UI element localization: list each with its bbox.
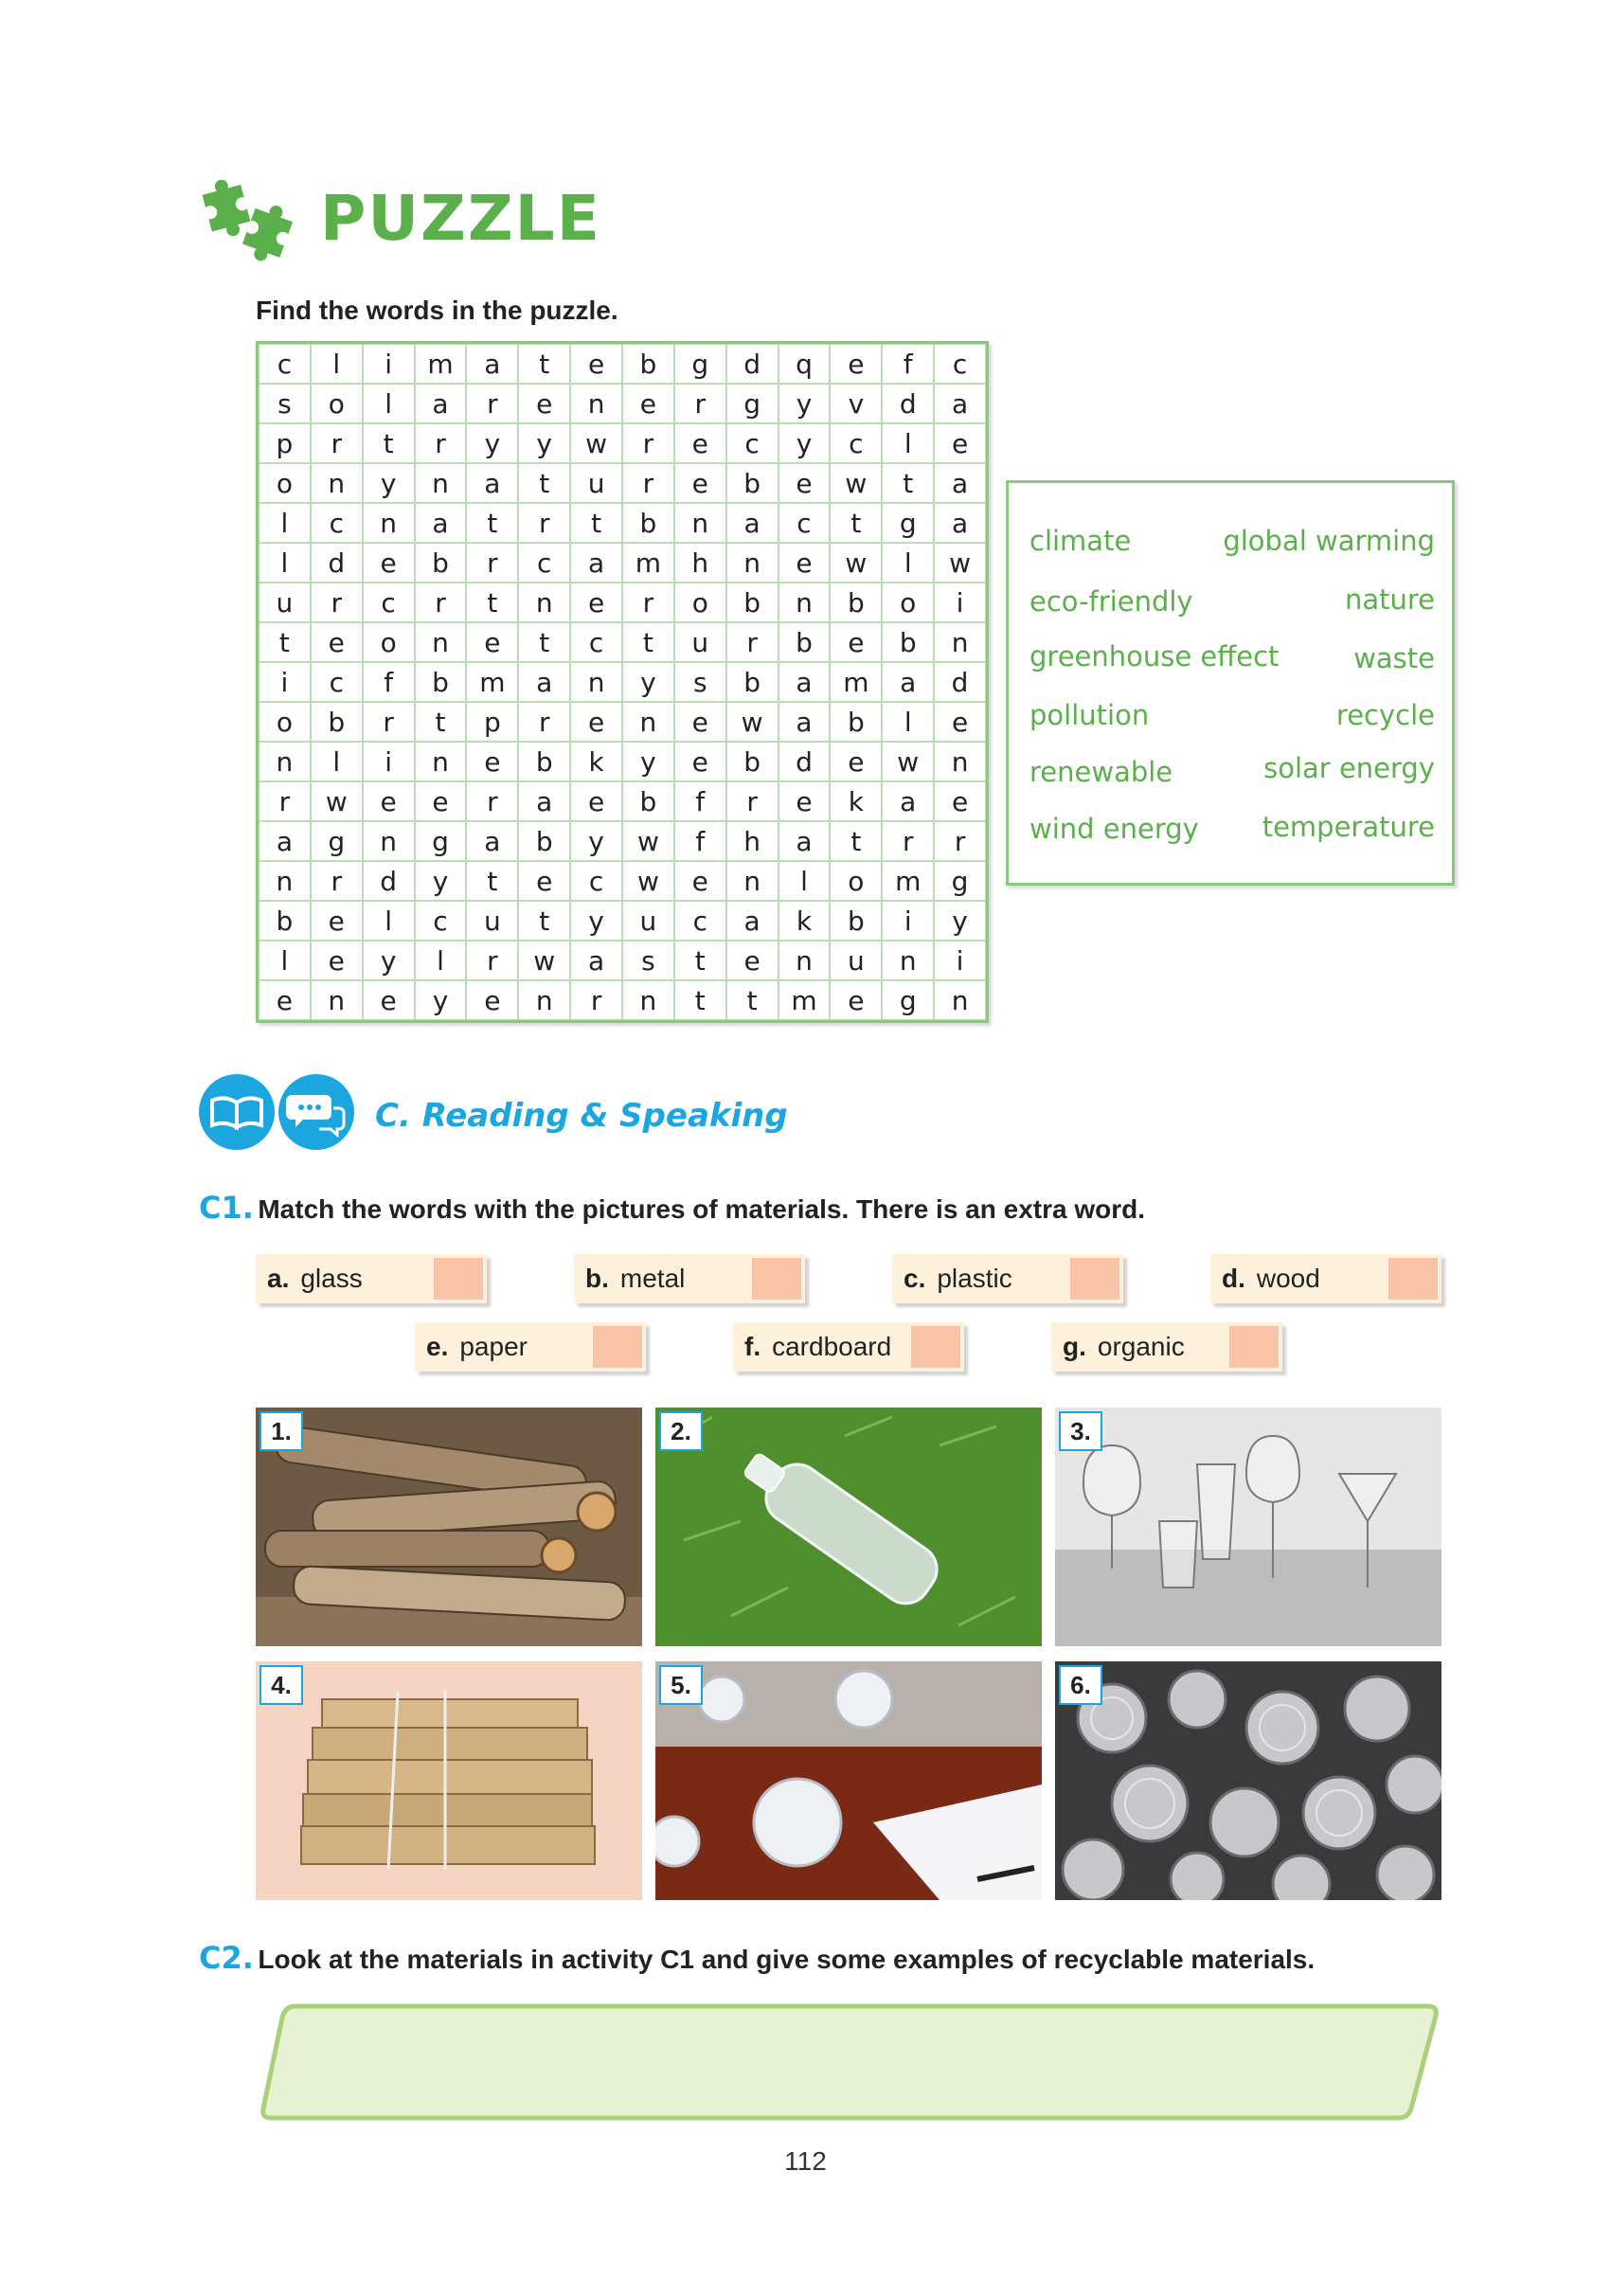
grid-cell[interactable]: e (830, 622, 882, 662)
grid-cell[interactable]: c (518, 543, 570, 583)
grid-cell[interactable]: a (466, 463, 518, 503)
grid-cell[interactable]: e (830, 344, 882, 384)
grid-cell[interactable]: o (259, 702, 311, 742)
grid-cell[interactable]: n (934, 742, 986, 781)
grid-cell[interactable]: e (363, 781, 415, 821)
grid-cell[interactable]: a (726, 503, 779, 543)
grid-cell[interactable]: t (674, 941, 726, 980)
grid-cell[interactable]: t (518, 344, 570, 384)
grid-cell[interactable]: m (830, 662, 882, 702)
answer-box[interactable] (1070, 1258, 1119, 1300)
grid-cell[interactable]: n (779, 941, 831, 980)
grid-cell[interactable]: b (726, 742, 779, 781)
grid-cell[interactable]: a (466, 344, 518, 384)
grid-cell[interactable]: b (882, 622, 934, 662)
grid-cell[interactable]: e (830, 742, 882, 781)
grid-cell[interactable]: c (259, 344, 311, 384)
word-label-metal: b. metal (574, 1254, 805, 1303)
word-bank-item: climate (1029, 525, 1132, 557)
grid-cell[interactable]: p (259, 423, 311, 463)
grid-cell[interactable]: a (570, 941, 622, 980)
word-label-plastic: c. plastic (892, 1254, 1123, 1303)
grid-cell[interactable]: r (466, 941, 518, 980)
grid-cell[interactable]: c (830, 423, 882, 463)
grid-cell[interactable]: t (259, 622, 311, 662)
grid-cell[interactable]: h (726, 821, 779, 861)
grid-cell[interactable]: c (311, 503, 363, 543)
grid-cell[interactable]: r (466, 781, 518, 821)
grid-cell[interactable]: c (415, 901, 467, 941)
grid-cell[interactable]: r (726, 622, 779, 662)
grid-cell[interactable]: u (830, 941, 882, 980)
grid-cell[interactable]: e (674, 463, 726, 503)
grid-cell[interactable]: g (726, 384, 779, 423)
grid-cell[interactable]: s (259, 384, 311, 423)
grid-cell[interactable]: k (830, 781, 882, 821)
answer-box[interactable] (752, 1258, 801, 1300)
grid-cell[interactable]: b (726, 662, 779, 702)
grid-cell[interactable]: u (466, 901, 518, 941)
grid-cell[interactable]: i (882, 901, 934, 941)
grid-cell[interactable]: e (518, 861, 570, 901)
grid-cell[interactable]: y (363, 463, 415, 503)
word-bank-item: global warming (1223, 525, 1435, 557)
picture-number: 3. (1059, 1411, 1102, 1451)
grid-cell[interactable]: n (674, 503, 726, 543)
grid-cell[interactable]: c (570, 622, 622, 662)
grid-cell[interactable]: t (518, 901, 570, 941)
grid-cell[interactable]: t (363, 423, 415, 463)
grid-cell[interactable]: c (674, 901, 726, 941)
grid-cell[interactable]: r (415, 423, 467, 463)
grid-cell[interactable]: w (934, 543, 986, 583)
grid-cell[interactable]: g (311, 821, 363, 861)
grid-cell[interactable]: l (259, 503, 311, 543)
grid-cell[interactable]: q (779, 344, 831, 384)
grid-cell[interactable]: h (674, 543, 726, 583)
picture-number: 5. (659, 1665, 703, 1705)
grid-cell[interactable]: c (726, 423, 779, 463)
page-number: 112 (784, 2146, 827, 2176)
grid-cell[interactable]: b (415, 543, 467, 583)
grid-cell[interactable]: n (726, 543, 779, 583)
grid-cell[interactable]: r (882, 821, 934, 861)
grid-cell[interactable]: g (882, 503, 934, 543)
grid-cell[interactable]: e (674, 423, 726, 463)
grid-cell[interactable]: g (415, 821, 467, 861)
grid-cell[interactable]: r (726, 781, 779, 821)
picture-glassware (1055, 1408, 1441, 1646)
grid-cell[interactable]: a (518, 781, 570, 821)
word-bank-item: eco-friendly (1029, 585, 1193, 618)
word-bank-item: greenhouse effect (1029, 640, 1280, 673)
speech-bubbles-icon (278, 1074, 354, 1150)
grid-cell[interactable]: r (466, 543, 518, 583)
grid-cell[interactable]: t (518, 622, 570, 662)
grid-cell[interactable]: u (259, 583, 311, 622)
c1-number: C1. (199, 1190, 254, 1226)
answer-box[interactable] (911, 1326, 960, 1368)
grid-cell[interactable]: w (311, 781, 363, 821)
grid-cell[interactable]: o (830, 861, 882, 901)
grid-cell[interactable]: g (674, 344, 726, 384)
grid-cell[interactable]: b (779, 622, 831, 662)
grid-cell[interactable]: r (518, 702, 570, 742)
grid-cell[interactable]: y (934, 901, 986, 941)
grid-cell[interactable]: e (674, 861, 726, 901)
word-bank-item: renewable (1029, 756, 1173, 788)
grid-cell[interactable]: e (363, 980, 415, 1020)
grid-cell[interactable]: n (570, 662, 622, 702)
grid-cell[interactable]: r (934, 821, 986, 861)
grid-cell[interactable]: u (622, 901, 674, 941)
grid-cell[interactable]: y (622, 742, 674, 781)
grid-cell[interactable]: e (779, 781, 831, 821)
grid-cell[interactable]: e (311, 901, 363, 941)
grid-cell[interactable]: y (570, 901, 622, 941)
grid-cell[interactable]: s (674, 662, 726, 702)
picture-number: 2. (659, 1411, 703, 1451)
grid-cell[interactable]: w (830, 463, 882, 503)
word-label-wood: d. wood (1210, 1254, 1441, 1303)
grid-cell[interactable]: l (311, 344, 363, 384)
grid-cell[interactable]: e (570, 702, 622, 742)
word-label-paper: e. paper (415, 1322, 646, 1372)
grid-cell[interactable]: n (518, 980, 570, 1020)
grid-cell[interactable]: n (363, 503, 415, 543)
grid-cell[interactable]: e (518, 384, 570, 423)
grid-cell[interactable]: k (779, 901, 831, 941)
grid-cell[interactable]: e (466, 742, 518, 781)
grid-cell[interactable]: n (570, 384, 622, 423)
grid-cell[interactable]: o (311, 384, 363, 423)
grid-cell[interactable]: b (622, 503, 674, 543)
grid-cell[interactable]: l (882, 423, 934, 463)
grid-cell[interactable]: a (466, 821, 518, 861)
grid-cell[interactable]: g (882, 980, 934, 1020)
grid-cell[interactable]: i (934, 941, 986, 980)
word-label-cardboard: f. cardboard (733, 1322, 964, 1372)
word-bank-item: nature (1344, 583, 1435, 616)
puzzle-title: PUZZLE (320, 182, 601, 255)
grid-cell[interactable]: m (882, 861, 934, 901)
grid-cell[interactable]: n (934, 622, 986, 662)
grid-cell[interactable]: b (259, 901, 311, 941)
grid-cell[interactable]: e (674, 742, 726, 781)
grid-cell[interactable]: e (570, 344, 622, 384)
grid-cell[interactable]: b (518, 821, 570, 861)
picture-number: 1. (260, 1411, 303, 1451)
grid-cell[interactable]: r (259, 781, 311, 821)
word-bank (1006, 480, 1455, 886)
grid-cell[interactable]: o (882, 583, 934, 622)
grid-cell[interactable]: y (622, 662, 674, 702)
grid-cell[interactable]: r (622, 423, 674, 463)
answer-box[interactable] (1388, 1258, 1438, 1300)
grid-cell[interactable]: n (311, 980, 363, 1020)
grid-cell[interactable]: a (779, 702, 831, 742)
word-label-organic: g. organic (1051, 1322, 1282, 1372)
grid-cell[interactable]: y (415, 980, 467, 1020)
grid-cell[interactable]: w (518, 941, 570, 980)
grid-cell[interactable]: d (726, 344, 779, 384)
grid-cell[interactable]: e (622, 384, 674, 423)
grid-cell[interactable]: y (518, 423, 570, 463)
grid-cell[interactable]: a (934, 463, 986, 503)
grid-cell[interactable]: l (363, 901, 415, 941)
grid-cell[interactable]: l (882, 702, 934, 742)
grid-cell[interactable]: c (779, 503, 831, 543)
grid-cell[interactable]: n (934, 980, 986, 1020)
grid-cell[interactable]: w (622, 861, 674, 901)
grid-cell[interactable]: i (934, 583, 986, 622)
grid-cell[interactable]: l (259, 941, 311, 980)
grid-cell[interactable]: r (311, 583, 363, 622)
grid-cell[interactable]: e (674, 702, 726, 742)
grid-cell[interactable]: l (415, 941, 467, 980)
grid-cell[interactable]: w (622, 821, 674, 861)
grid-cell[interactable]: m (779, 980, 831, 1020)
grid-cell[interactable]: u (674, 622, 726, 662)
grid-cell[interactable]: m (415, 344, 467, 384)
grid-cell[interactable]: a (779, 662, 831, 702)
grid-cell[interactable]: t (415, 702, 467, 742)
grid-cell[interactable]: a (882, 781, 934, 821)
grid-cell[interactable]: d (882, 384, 934, 423)
grid-cell[interactable]: t (830, 503, 882, 543)
grid-cell[interactable]: e (830, 980, 882, 1020)
c2-heading (199, 1940, 1315, 1976)
c1-instruction: Match the words with the pictures of materials. There is an extra word. (258, 1194, 1146, 1224)
section-title: C. Reading & Speaking (375, 1097, 788, 1135)
grid-cell[interactable]: y (363, 941, 415, 980)
grid-cell[interactable]: b (415, 662, 467, 702)
grid-cell[interactable]: a (726, 901, 779, 941)
grid-cell[interactable]: r (466, 384, 518, 423)
grid-cell[interactable]: a (882, 662, 934, 702)
picture-number: 6. (1059, 1665, 1102, 1705)
grid-cell[interactable]: w (570, 423, 622, 463)
grid-cell[interactable]: m (622, 543, 674, 583)
answer-box[interactable] (434, 1258, 483, 1300)
grid-cell[interactable]: e (779, 463, 831, 503)
picture-metal-cans (1055, 1661, 1441, 1900)
grid-cell[interactable]: n (415, 742, 467, 781)
grid-cell[interactable]: n (259, 861, 311, 901)
grid-cell[interactable]: n (363, 821, 415, 861)
picture-wood-logs (256, 1408, 642, 1646)
grid-cell[interactable]: l (779, 861, 831, 901)
grid-cell[interactable]: a (934, 384, 986, 423)
picture-cardboard-stack (256, 1661, 642, 1900)
grid-cell[interactable]: r (415, 583, 467, 622)
grid-cell[interactable]: r (570, 980, 622, 1020)
grid-cell[interactable]: r (622, 583, 674, 622)
grid-cell[interactable]: w (882, 742, 934, 781)
grid-cell[interactable]: a (934, 503, 986, 543)
grid-cell[interactable]: c (934, 344, 986, 384)
grid-cell[interactable]: n (311, 463, 363, 503)
grid-cell[interactable]: e (570, 583, 622, 622)
grid-cell[interactable]: t (622, 622, 674, 662)
grid-cell[interactable]: c (570, 861, 622, 901)
grid-cell[interactable]: y (779, 423, 831, 463)
grid-cell[interactable]: a (570, 543, 622, 583)
grid-cell[interactable]: b (726, 583, 779, 622)
book-icon (199, 1074, 275, 1150)
grid-cell[interactable]: n (622, 980, 674, 1020)
grid-cell[interactable]: f (882, 344, 934, 384)
word-bank-item: wind energy (1029, 813, 1199, 845)
grid-cell[interactable]: c (311, 662, 363, 702)
grid-cell[interactable]: f (363, 662, 415, 702)
grid-cell[interactable]: y (570, 821, 622, 861)
grid-cell[interactable]: b (622, 344, 674, 384)
grid-cell[interactable]: l (311, 742, 363, 781)
grid-cell[interactable]: r (311, 423, 363, 463)
grid-cell[interactable]: p (466, 702, 518, 742)
grid-cell[interactable]: d (363, 861, 415, 901)
grid-cell[interactable]: d (779, 742, 831, 781)
grid-cell[interactable]: n (415, 463, 467, 503)
answer-text-area[interactable] (258, 2000, 1441, 2122)
grid-cell[interactable]: t (466, 583, 518, 622)
puzzle-pieces-icon (197, 180, 303, 265)
puzzle-instruction: Find the words in the puzzle. (256, 296, 618, 325)
grid-cell[interactable]: r (363, 702, 415, 742)
word-bank-item: pollution (1029, 699, 1150, 731)
grid-cell[interactable]: e (570, 781, 622, 821)
grid-cell[interactable]: e (779, 543, 831, 583)
grid-cell[interactable]: r (311, 861, 363, 901)
grid-cell[interactable]: b (518, 742, 570, 781)
grid-cell[interactable]: b (311, 702, 363, 742)
grid-cell[interactable]: k (570, 742, 622, 781)
word-bank-item: recycle (1335, 699, 1435, 731)
grid-cell[interactable]: w (830, 543, 882, 583)
grid-cell[interactable]: e (363, 543, 415, 583)
picture-crumpled-paper (655, 1661, 1042, 1900)
picture-number: 4. (260, 1665, 303, 1705)
grid-cell[interactable]: e (934, 423, 986, 463)
c2-instruction: Look at the materials in activity C1 and give some examples of recyclable materials. (258, 1945, 1316, 1974)
c1-heading (199, 1190, 1145, 1226)
grid-cell[interactable]: o (259, 463, 311, 503)
grid-cell[interactable]: r (622, 463, 674, 503)
word-label-glass: a. glass (256, 1254, 487, 1303)
word-bank-item: solar energy (1263, 752, 1435, 784)
grid-cell[interactable]: a (779, 821, 831, 861)
grid-cell[interactable]: w (726, 702, 779, 742)
grid-cell[interactable]: i (259, 662, 311, 702)
grid-cell[interactable]: b (830, 702, 882, 742)
grid-cell[interactable]: t (466, 861, 518, 901)
grid-cell[interactable]: e (466, 622, 518, 662)
grid-cell[interactable]: y (779, 384, 831, 423)
grid-cell[interactable]: e (259, 980, 311, 1020)
word-bank-item: temperature (1262, 811, 1435, 843)
grid-cell[interactable]: l (259, 543, 311, 583)
word-search-grid (256, 341, 989, 1023)
grid-cell[interactable]: n (779, 583, 831, 622)
grid-cell[interactable]: t (830, 821, 882, 861)
grid-cell[interactable]: b (830, 901, 882, 941)
grid-cell[interactable]: l (363, 384, 415, 423)
grid-cell[interactable]: b (622, 781, 674, 821)
grid-cell[interactable]: e (934, 702, 986, 742)
grid-cell[interactable]: i (363, 344, 415, 384)
grid-cell[interactable]: e (311, 941, 363, 980)
grid-cell[interactable]: b (726, 463, 779, 503)
grid-cell[interactable]: d (311, 543, 363, 583)
grid-cell[interactable]: b (830, 583, 882, 622)
grid-cell[interactable]: n (415, 622, 467, 662)
grid-cell[interactable]: e (466, 980, 518, 1020)
answer-box[interactable] (1229, 1326, 1279, 1368)
grid-cell[interactable]: c (363, 583, 415, 622)
grid-cell[interactable]: e (726, 941, 779, 980)
grid-cell[interactable]: e (415, 781, 467, 821)
grid-cell[interactable]: y (415, 861, 467, 901)
grid-cell[interactable]: s (622, 941, 674, 980)
grid-cell[interactable]: t (882, 463, 934, 503)
answer-box[interactable] (593, 1326, 642, 1368)
grid-cell[interactable]: t (570, 503, 622, 543)
grid-cell[interactable]: f (674, 821, 726, 861)
grid-cell[interactable]: i (363, 742, 415, 781)
grid-cell[interactable]: t (466, 503, 518, 543)
grid-cell[interactable]: t (518, 463, 570, 503)
grid-cell[interactable]: l (882, 543, 934, 583)
grid-cell[interactable]: d (934, 662, 986, 702)
picture-plastic-bottle (655, 1408, 1042, 1646)
grid-cell[interactable]: a (415, 384, 467, 423)
c2-number: C2. (199, 1940, 254, 1976)
grid-cell[interactable]: y (466, 423, 518, 463)
grid-cell[interactable]: n (622, 702, 674, 742)
grid-cell[interactable]: f (674, 781, 726, 821)
grid-cell[interactable]: r (674, 384, 726, 423)
grid-cell[interactable]: a (518, 662, 570, 702)
grid-cell[interactable]: u (570, 463, 622, 503)
word-bank-item: waste (1353, 642, 1435, 674)
grid-cell[interactable]: r (518, 503, 570, 543)
grid-cell[interactable]: m (466, 662, 518, 702)
grid-cell[interactable]: n (882, 941, 934, 980)
grid-cell[interactable]: o (363, 622, 415, 662)
grid-cell[interactable]: v (830, 384, 882, 423)
grid-cell[interactable]: e (311, 622, 363, 662)
grid-cell[interactable]: o (674, 583, 726, 622)
grid-cell[interactable]: n (518, 583, 570, 622)
grid-cell[interactable]: e (934, 781, 986, 821)
grid-cell[interactable]: t (674, 980, 726, 1020)
grid-cell[interactable]: t (726, 980, 779, 1020)
grid-cell[interactable]: a (415, 503, 467, 543)
grid-cell[interactable]: a (259, 821, 311, 861)
grid-cell[interactable]: n (259, 742, 311, 781)
grid-cell[interactable]: n (726, 861, 779, 901)
grid-cell[interactable]: g (934, 861, 986, 901)
